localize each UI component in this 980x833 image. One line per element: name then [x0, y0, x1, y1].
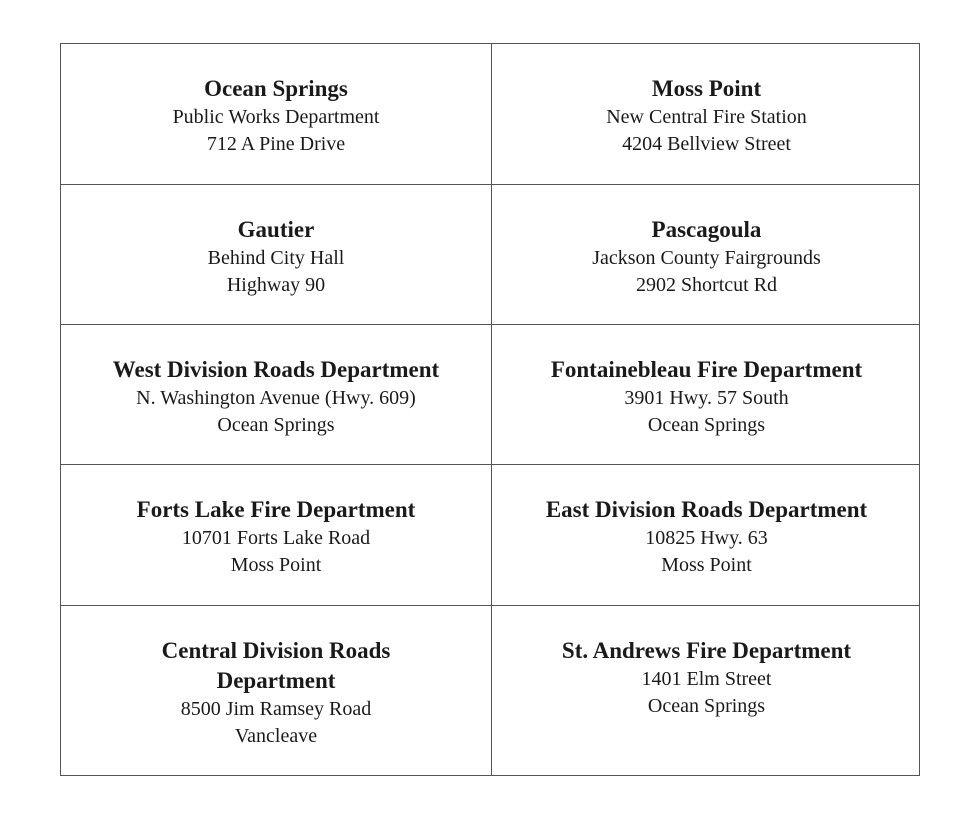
table-row — [61, 325, 919, 465]
location-cell — [61, 325, 492, 464]
location-title: East Division Roads Department — [545, 497, 868, 522]
location-line: Highway 90 — [226, 274, 326, 296]
location-cell — [61, 606, 492, 776]
location-line: 4204 Bellview Street — [622, 133, 791, 155]
location-cell — [61, 44, 492, 184]
table-row — [61, 44, 919, 185]
location-title: Moss Point — [651, 76, 762, 101]
location-line: Behind City Hall — [207, 247, 345, 269]
location-cell — [61, 465, 492, 605]
location-line: Moss Point — [230, 554, 322, 576]
location-line: 712 A Pine Drive — [206, 133, 346, 155]
location-line: Jackson County Fairgrounds — [592, 247, 821, 269]
table-row — [61, 606, 919, 776]
location-cell — [492, 606, 921, 776]
location-line: Ocean Springs — [647, 414, 766, 436]
location-title: Fontainebleau Fire Department — [550, 357, 863, 382]
location-line: 8500 Jim Ramsey Road — [180, 698, 372, 720]
table-row — [61, 465, 919, 606]
location-line: Vancleave — [234, 725, 318, 747]
location-title: Ocean Springs — [204, 76, 348, 101]
location-line: Ocean Springs — [217, 414, 335, 436]
location-cell — [492, 325, 921, 464]
location-line: 1401 Elm Street — [641, 668, 772, 690]
location-line: Public Works Department — [172, 106, 380, 128]
location-title: St. Andrews Fire Department — [561, 638, 852, 663]
location-title: Pascagoula — [651, 217, 762, 242]
location-line: Ocean Springs — [647, 695, 766, 717]
location-title: West Division Roads Department — [112, 357, 440, 382]
location-line: N. Washington Avenue (Hwy. 609) — [136, 387, 416, 409]
location-line: 10701 Forts Lake Road — [181, 527, 371, 549]
table-row — [61, 185, 919, 325]
location-line: Moss Point — [661, 554, 752, 576]
location-cell — [492, 185, 921, 324]
location-title: Central Division Roads Department — [161, 638, 391, 693]
location-line: 2902 Shortcut Rd — [635, 274, 778, 296]
location-cell — [492, 44, 921, 184]
location-cell — [61, 185, 492, 324]
location-line: 10825 Hwy. 63 — [645, 527, 768, 549]
location-title: Gautier — [237, 217, 315, 242]
location-line: 3901 Hwy. 57 South — [624, 387, 789, 409]
locations-table — [60, 43, 920, 776]
location-line: New Central Fire Station — [606, 106, 807, 128]
location-cell — [492, 465, 921, 605]
location-title: Forts Lake Fire Department — [136, 497, 416, 522]
